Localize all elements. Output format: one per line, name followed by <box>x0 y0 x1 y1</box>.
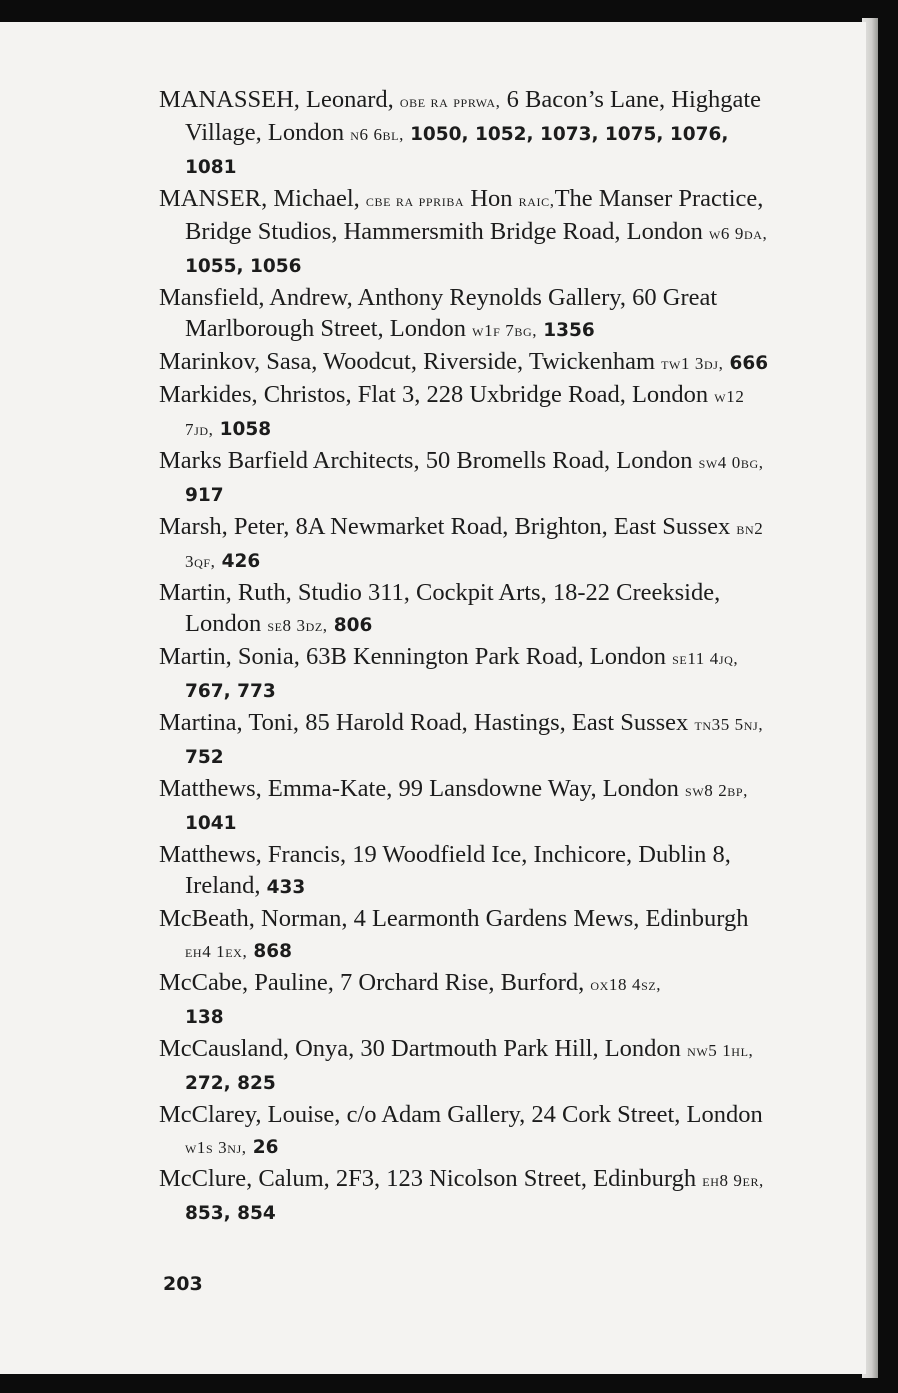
entry-postcode: eh8 9er, <box>702 1171 764 1190</box>
entry-name: McClarey, Louise, <box>159 1101 341 1128</box>
entry-postcode: bn2 3qf, <box>185 519 764 571</box>
entry-name: McCabe, Pauline, <box>159 969 334 996</box>
entry-name: Markides, Christos, <box>159 381 352 408</box>
entry-postcode: eh4 1ex, <box>185 942 248 961</box>
entry-page-refs: 138 <box>185 1007 224 1028</box>
entry-address: 7 Orchard Rise, Burford, <box>340 969 585 996</box>
entry-postcode: tw1 3dj, <box>661 354 724 373</box>
index-entry <box>159 511 769 577</box>
entry-page-refs: 426 <box>221 551 261 572</box>
index-entry <box>159 1099 769 1163</box>
entry-page-refs: 752 <box>185 747 224 768</box>
entry-page-refs: 767, 773 <box>185 681 276 702</box>
entry-postcode: w1f 7bg, <box>472 321 538 340</box>
entry-name: Marinkov, Sasa, <box>159 348 318 375</box>
entry-address: Studio 311, Cockpit Arts, 18-22 Creekside, London <box>185 579 721 637</box>
entry-address: 50 Bromells Road, London <box>425 447 693 474</box>
entry-address: 85 Harold Road, Hastings, East Sussex <box>305 709 689 736</box>
entry-address: 2F3, 123 Nicolson Street, Edinburgh <box>335 1165 697 1192</box>
entry-address: 8A Newmarket Road, Brighton, East Sussex <box>295 513 731 540</box>
index-entry <box>159 903 769 967</box>
index-entry <box>159 839 769 903</box>
entry-honours: obe ra pprwa, <box>399 92 501 111</box>
index-entry <box>159 445 769 511</box>
entry-name: MANSER, Michael, <box>159 185 360 212</box>
entry-address: 30 Dartmouth Park Hill, London <box>360 1035 681 1062</box>
entry-honours-2: raic, <box>518 191 555 210</box>
entry-address: Anthony Reynolds Gallery, 60 Great Marlborough Street, London <box>185 284 718 342</box>
entry-postcode: se11 4jq, <box>672 649 739 668</box>
entry-name: McClure, Calum, <box>159 1165 330 1192</box>
entry-postcode: se8 3dz, <box>267 616 328 635</box>
entry-page-refs: 853, 854 <box>185 1203 276 1224</box>
entry-postcode: tn35 5nj, <box>694 715 764 734</box>
entry-name: Martin, Ruth, <box>159 579 292 606</box>
index-entry <box>159 346 769 379</box>
index-entry-list <box>159 84 769 1229</box>
index-entry <box>159 773 769 839</box>
entry-page-refs: 666 <box>729 353 769 374</box>
entry-name: McCausland, Onya, <box>159 1035 355 1062</box>
entry-honours: cbe ra ppriba <box>365 191 465 210</box>
entry-page-refs: 272, 825 <box>185 1073 276 1094</box>
entry-address: Flat 3, 228 Uxbridge Road, London <box>357 381 709 408</box>
entry-postcode: n6 6bl, <box>350 125 404 144</box>
entry-name: MANASSEH, Leonard, <box>159 86 394 113</box>
entry-address: 4 Learmonth Gardens Mews, Edinburgh <box>353 905 749 932</box>
entry-postcode: ox18 4sz, <box>590 975 662 994</box>
entry-page-refs: 433 <box>266 877 306 898</box>
entry-name: Martin, Sonia, <box>159 643 300 670</box>
entry-name: Mansfield, Andrew, <box>159 284 353 311</box>
entry-name: Marks Barfield Architects, <box>159 447 420 474</box>
entry-page-refs: 26 <box>252 1137 279 1158</box>
index-entry <box>159 967 769 1033</box>
index-entry <box>159 577 769 641</box>
entry-postcode: w12 7jd, <box>185 387 745 439</box>
entry-postcode: sw4 0bg, <box>698 453 764 472</box>
entry-page-refs: 1041 <box>185 813 237 834</box>
entry-postcode: nw5 1hl, <box>687 1041 754 1060</box>
entry-page-refs: 868 <box>253 941 293 962</box>
entry-name: Martina, Toni, <box>159 709 300 736</box>
entry-page-refs: 1356 <box>543 320 595 341</box>
entry-name: Marsh, Peter, <box>159 513 290 540</box>
index-entry <box>159 84 769 183</box>
entry-address: Woodcut, Riverside, Twickenham <box>323 348 655 375</box>
entry-postcode: sw8 2bp, <box>685 781 749 800</box>
entry-address: 99 Lansdowne Way, London <box>398 775 679 802</box>
index-entry <box>159 641 769 707</box>
entry-postcode: w1s 3nj, <box>185 1138 247 1157</box>
entry-address: 19 Woodfield Ice, Inchicore, Dublin 8, Ireland, <box>185 841 731 899</box>
entry-address: c/o Adam Gallery, 24 Cork Street, London <box>346 1101 763 1128</box>
entry-address: 63B Kennington Park Road, London <box>306 643 666 670</box>
entry-name: McBeath, Norman, <box>159 905 348 932</box>
entry-address-2: The Manser Practice, Bridge Studios, Hammersmith Bridge Road, London <box>185 185 764 245</box>
index-entry <box>159 282 769 346</box>
entry-page-refs: 1055, 1056 <box>185 256 302 277</box>
entry-name: Matthews, Emma-Kate, <box>159 775 393 802</box>
index-entry <box>159 1163 769 1229</box>
entry-address: Hon <box>470 185 513 212</box>
entry-name: Matthews, Francis, <box>159 841 347 868</box>
entry-postcode: w6 9da, <box>709 224 768 243</box>
page-number: 203 <box>163 1273 203 1295</box>
entry-page-refs: 917 <box>185 485 224 506</box>
index-entry <box>159 1033 769 1099</box>
entry-address: 6 Bacon’s Lane, Highgate Village, London <box>185 86 762 146</box>
entry-page-refs: 1050, 1052, 1073, 1075, 1076, 1081 <box>185 124 729 178</box>
entry-page-refs: 806 <box>333 615 373 636</box>
index-entry <box>159 379 769 445</box>
index-entry <box>159 183 769 282</box>
index-entry <box>159 707 769 773</box>
entry-page-refs: 1058 <box>219 419 272 440</box>
